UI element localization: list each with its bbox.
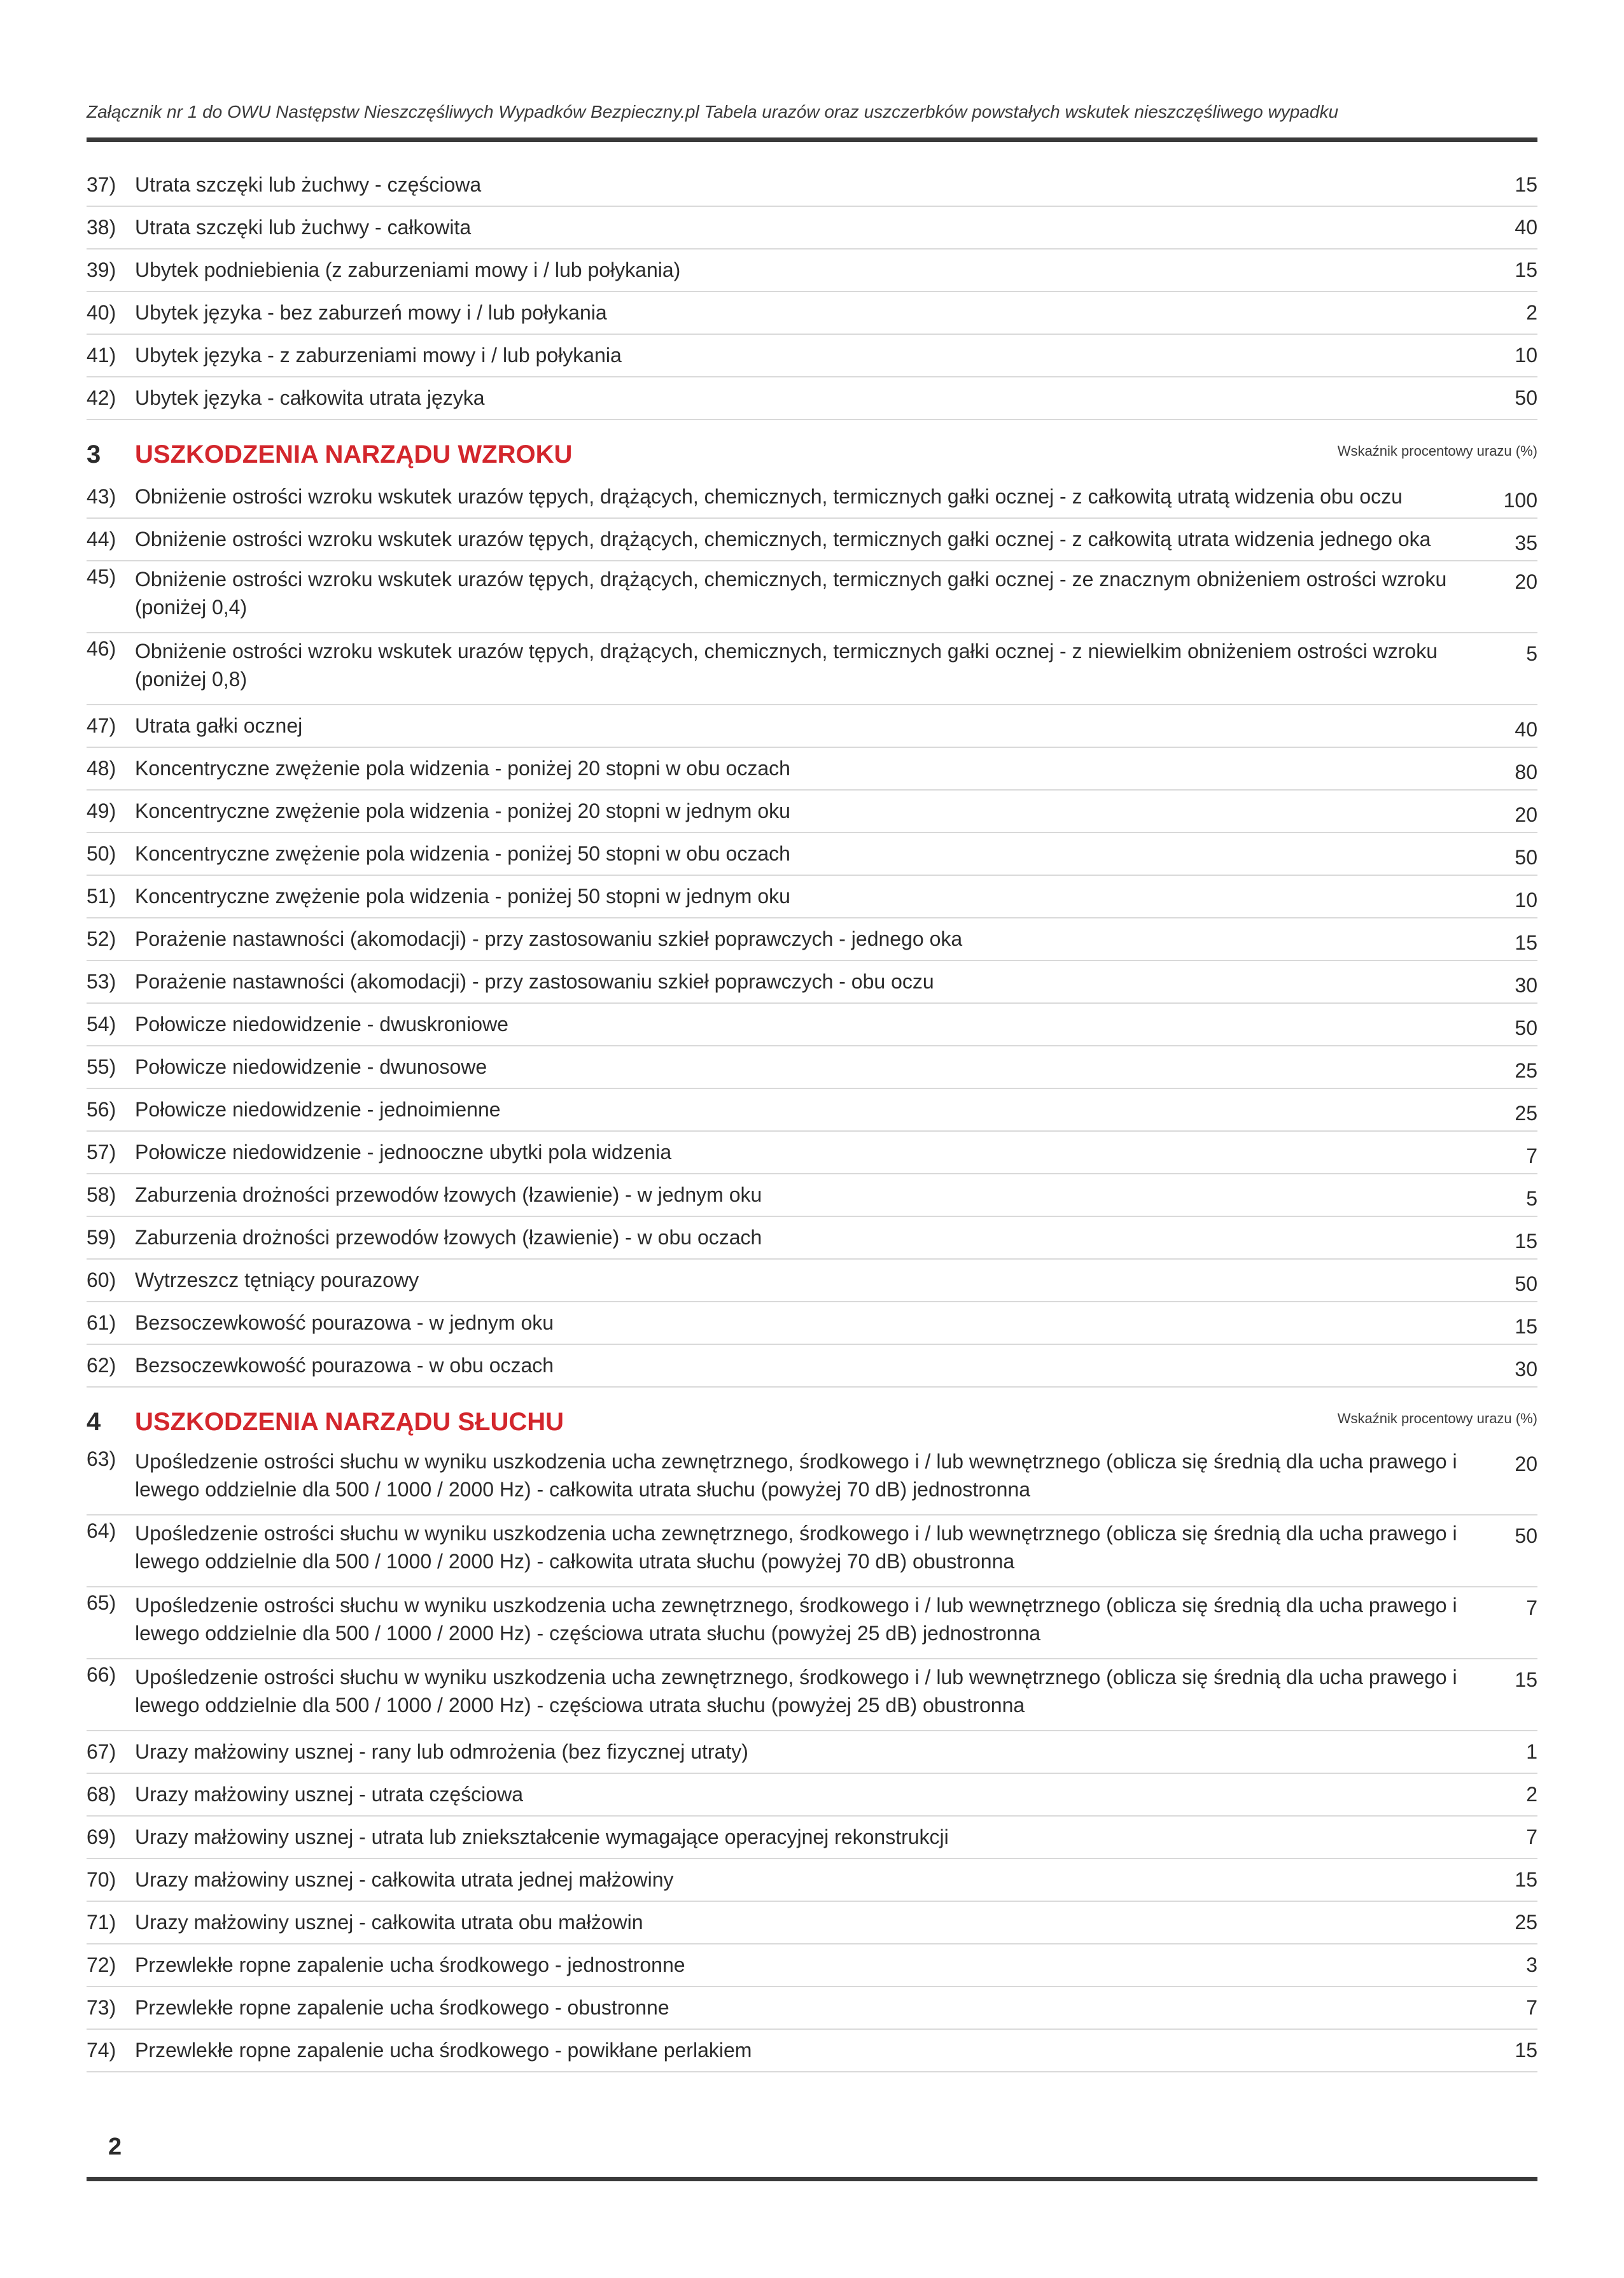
table-row	[87, 1174, 1537, 1217]
row-percentage: 1	[1526, 1740, 1537, 1763]
row-description: Wytrzeszcz tętniący pourazowy	[135, 1269, 419, 1291]
table-row	[87, 1515, 1537, 1587]
row-percentage: 20	[1515, 1452, 1537, 1475]
row-description: Urazy małżowiny usznej - rany lub odmrożenia (bez fizycznej utraty)	[135, 1740, 748, 1763]
row-number: 37)	[87, 173, 116, 196]
page-number: 2	[108, 2134, 122, 2160]
row-number: 43)	[87, 485, 116, 508]
row-number: 70)	[87, 1868, 116, 1891]
row-percentage: 7	[1526, 1596, 1537, 1619]
table-row	[87, 1260, 1537, 1302]
row-description: Koncentryczne zwężenie pola widzenia - poniżej 50 stopni w obu oczach	[135, 842, 790, 865]
table-row	[87, 1217, 1537, 1260]
row-description: Połowicze niedowidzenie - dwunosowe	[135, 1055, 487, 1078]
row-number: 73)	[87, 1996, 116, 2019]
row-number: 52)	[87, 927, 116, 950]
row-number: 41)	[87, 344, 116, 367]
row-description: Porażenie nastawności (akomodacji) - przy zastosowaniu szkieł poprawczych - obu oczu	[135, 970, 934, 993]
row-description: Utrata szczęki lub żuchwy - częściowa	[135, 173, 482, 196]
table-row	[87, 1944, 1537, 1987]
header-rule	[87, 137, 1537, 142]
row-number: 56)	[87, 1098, 116, 1121]
section-number: 4	[87, 1408, 101, 1436]
row-description: Połowicze niedowidzenie - jednoimienne	[135, 1098, 501, 1121]
table-row	[87, 791, 1537, 833]
row-description: Urazy małżowiny usznej - utrata częściowa	[135, 1783, 523, 1806]
row-percentage: 100	[1503, 489, 1537, 512]
row-description: Urazy małżowiny usznej - utrata lub zniekształcenie wymagające operacyjnej rekonstrukcji	[135, 1825, 949, 1848]
row-percentage: 30	[1515, 1358, 1537, 1381]
row-number: 58)	[87, 1183, 116, 1206]
row-percentage: 7	[1526, 1996, 1537, 2019]
table-row	[87, 1089, 1537, 1132]
table-row	[87, 2030, 1537, 2072]
section-index-label: Wskaźnik procentowy urazu (%)	[1337, 443, 1537, 459]
row-percentage: 2	[1526, 301, 1537, 324]
row-percentage: 80	[1515, 761, 1537, 784]
row-description: Przewlekłe ropne zapalenie ucha środkowego - obustronne	[135, 1996, 669, 2019]
row-description: Obniżenie ostrości wzroku wskutek urazów tępych, drążących, chemicznych, termicznych gałki ocznej - ze znacznym obniżeniem ostrości wzroku (poniżej 0,4)	[135, 568, 1447, 619]
table-row	[87, 207, 1537, 250]
row-description: Obniżenie ostrości wzroku wskutek urazów tępych, drążących, chemicznych, termicznych gałki ocznej - z niewielkim obniżeniem ostrości wzroku (poniżej 0,8)	[135, 640, 1438, 691]
table-row	[87, 1046, 1537, 1089]
table-row	[87, 377, 1537, 420]
row-percentage: 15	[1515, 1315, 1537, 1338]
table-row	[87, 250, 1537, 292]
footer-rule	[87, 2177, 1537, 2181]
row-number: 39)	[87, 258, 116, 281]
row-percentage: 25	[1515, 1911, 1537, 1934]
table-row	[87, 1774, 1537, 1817]
row-description: Zaburzenia drożności przewodów łzowych (łzawienie) - w obu oczach	[135, 1226, 762, 1249]
table-row	[87, 335, 1537, 377]
row-description: Obniżenie ostrości wzroku wskutek urazów tępych, drążących, chemicznych, termicznych gałki ocznej - z całkowitą utrata widzenia jednego oka	[135, 528, 1431, 551]
row-percentage: 7	[1526, 1144, 1537, 1167]
row-description: Ubytek języka - całkowita utrata języka	[135, 386, 485, 409]
row-percentage: 15	[1515, 258, 1537, 281]
row-number: 69)	[87, 1825, 116, 1848]
row-number: 66)	[87, 1663, 116, 1686]
row-number: 61)	[87, 1311, 116, 1334]
row-percentage: 50	[1515, 1016, 1537, 1039]
table-group-ear	[87, 1444, 1537, 2072]
row-number: 60)	[87, 1269, 116, 1291]
row-percentage: 5	[1526, 1187, 1537, 1210]
row-number: 46)	[87, 637, 116, 660]
row-percentage: 5	[1526, 642, 1537, 665]
row-percentage: 10	[1515, 889, 1537, 911]
section-title: USZKODZENIA NARZĄDU SŁUCHU	[135, 1408, 564, 1436]
row-description: Urazy małżowiny usznej - całkowita utrata jednej małżowiny	[135, 1868, 674, 1891]
table-row	[87, 1345, 1537, 1388]
table-row	[87, 1859, 1537, 1902]
row-number: 63)	[87, 1447, 116, 1470]
table-row	[87, 633, 1537, 705]
table-row	[87, 748, 1537, 791]
row-percentage: 35	[1515, 531, 1537, 554]
row-description: Przewlekłe ropne zapalenie ucha środkowego - powikłane perlakiem	[135, 2039, 752, 2062]
row-percentage: 40	[1515, 216, 1537, 239]
row-number: 42)	[87, 386, 116, 409]
row-description: Ubytek języka - bez zaburzeń mowy i / lub połykania	[135, 301, 607, 324]
row-number: 57)	[87, 1141, 116, 1164]
row-number: 51)	[87, 885, 116, 908]
row-percentage: 20	[1515, 570, 1537, 593]
document-header: Załącznik nr 1 do OWU Następstw Nieszczęśliwych Wypadków Bezpieczny.pl Tabela urazów oraz uszczerbków powstałych wskutek nieszczęśliwego wypadku	[87, 102, 1339, 122]
row-percentage: 2	[1526, 1783, 1537, 1806]
row-percentage: 50	[1515, 1524, 1537, 1547]
table-row	[87, 1659, 1537, 1731]
row-description: Upośledzenie ostrości słuchu w wyniku uszkodzenia ucha zewnętrznego, środkowego i / lub wewnętrznego (oblicza się średnią dla ucha prawego i lewego oddzielnie dla 500 / 1000 / 2000 Hz) - całkowita utrata słuchu (powyżej 70 dB) obustronna	[135, 1522, 1457, 1573]
table-row	[87, 918, 1537, 961]
row-percentage: 7	[1526, 1825, 1537, 1848]
row-percentage: 15	[1515, 1230, 1537, 1253]
table-row	[87, 1132, 1537, 1174]
table-row	[87, 961, 1537, 1004]
row-percentage: 40	[1515, 718, 1537, 741]
row-percentage: 10	[1515, 344, 1537, 367]
row-description: Zaburzenia drożności przewodów łzowych (łzawienie) - w jednym oku	[135, 1183, 762, 1206]
row-description: Bezsoczewkowość pourazowa - w jednym oku	[135, 1311, 554, 1334]
row-description: Upośledzenie ostrości słuchu w wyniku uszkodzenia ucha zewnętrznego, środkowego i / lub wewnętrznego (oblicza się średnią dla ucha prawego i lewego oddzielnie dla 500 / 1000 / 2000 Hz) - całkowita utrata słuchu (powyżej 70 dB) jednostronna	[135, 1450, 1457, 1501]
row-description: Utrata gałki ocznej	[135, 714, 303, 737]
row-percentage: 15	[1515, 1868, 1537, 1891]
row-percentage: 15	[1515, 1668, 1537, 1691]
row-description: Urazy małżowiny usznej - całkowita utrata obu małżowin	[135, 1911, 643, 1934]
section-header-eye	[87, 420, 1537, 476]
row-number: 64)	[87, 1519, 116, 1542]
table-row	[87, 1444, 1537, 1515]
row-number: 50)	[87, 842, 116, 865]
section-number: 3	[87, 440, 101, 468]
row-number: 65)	[87, 1591, 116, 1614]
row-number: 48)	[87, 757, 116, 780]
row-description: Porażenie nastawności (akomodacji) - przy zastosowaniu szkieł poprawczych - jednego oka	[135, 927, 963, 950]
table-row	[87, 1817, 1537, 1859]
row-number: 45)	[87, 565, 116, 588]
table-row	[87, 1987, 1537, 2030]
row-number: 44)	[87, 528, 116, 551]
section-index-label: Wskaźnik procentowy urazu (%)	[1337, 1410, 1537, 1426]
row-percentage: 25	[1515, 1102, 1537, 1125]
row-description: Koncentryczne zwężenie pola widzenia - poniżej 20 stopni w obu oczach	[135, 757, 790, 780]
row-description: Obniżenie ostrości wzroku wskutek urazów tępych, drążących, chemicznych, termicznych gałki ocznej - z całkowitą utratą widzenia obu oczu	[135, 485, 1403, 508]
row-number: 54)	[87, 1013, 116, 1036]
row-percentage: 20	[1515, 803, 1537, 826]
row-number: 38)	[87, 216, 116, 239]
row-description: Połowicze niedowidzenie - jednooczne ubytki pola widzenia	[135, 1141, 672, 1164]
row-description: Połowicze niedowidzenie - dwuskroniowe	[135, 1013, 508, 1036]
row-description: Ubytek podniebienia (z zaburzeniami mowy i / lub połykania)	[135, 258, 681, 281]
row-number: 40)	[87, 301, 116, 324]
row-number: 49)	[87, 799, 116, 822]
row-number: 67)	[87, 1740, 116, 1763]
table-group-eye	[87, 476, 1537, 1388]
row-number: 53)	[87, 970, 116, 993]
table-row	[87, 164, 1537, 207]
table-row	[87, 519, 1537, 561]
row-number: 72)	[87, 1953, 116, 1976]
row-number: 68)	[87, 1783, 116, 1806]
table-row	[87, 1587, 1537, 1659]
table-row	[87, 1731, 1537, 1774]
table-row	[87, 1004, 1537, 1046]
row-description: Ubytek języka - z zaburzeniami mowy i / lub połykania	[135, 344, 622, 367]
table-row	[87, 705, 1537, 748]
row-number: 47)	[87, 714, 116, 737]
row-percentage: 50	[1515, 386, 1537, 409]
row-number: 71)	[87, 1911, 116, 1934]
table-group-oral	[87, 164, 1537, 420]
row-percentage: 50	[1515, 1272, 1537, 1295]
table-row	[87, 561, 1537, 633]
row-description: Koncentryczne zwężenie pola widzenia - poniżej 50 stopni w jednym oku	[135, 885, 790, 908]
section-title: USZKODZENIA NARZĄDU WZROKU	[135, 440, 573, 468]
row-number: 59)	[87, 1226, 116, 1249]
table-row	[87, 876, 1537, 918]
row-number: 55)	[87, 1055, 116, 1078]
injury-table	[87, 164, 1537, 2072]
row-description: Upośledzenie ostrości słuchu w wyniku uszkodzenia ucha zewnętrznego, środkowego i / lub wewnętrznego (oblicza się średnią dla ucha prawego i lewego oddzielnie dla 500 / 1000 / 2000 Hz) - częściowa utrata słuchu (powyżej 25 dB) obustronna	[135, 1666, 1457, 1717]
table-row	[87, 1902, 1537, 1944]
row-description: Upośledzenie ostrości słuchu w wyniku uszkodzenia ucha zewnętrznego, środkowego i / lub wewnętrznego (oblicza się średnią dla ucha prawego i lewego oddzielnie dla 500 / 1000 / 2000 Hz) - częściowa utrata słuchu (powyżej 25 dB) jednostronna	[135, 1594, 1457, 1645]
row-percentage: 3	[1526, 1953, 1537, 1976]
table-row	[87, 476, 1537, 519]
row-description: Bezsoczewkowość pourazowa - w obu oczach	[135, 1354, 554, 1377]
table-row	[87, 833, 1537, 876]
table-row	[87, 1302, 1537, 1345]
row-percentage: 25	[1515, 1059, 1537, 1082]
row-percentage: 30	[1515, 974, 1537, 997]
row-percentage: 15	[1515, 2039, 1537, 2062]
row-percentage: 15	[1515, 173, 1537, 196]
row-description: Koncentryczne zwężenie pola widzenia - poniżej 20 stopni w jednym oku	[135, 799, 790, 822]
row-description: Przewlekłe ropne zapalenie ucha środkowego - jednostronne	[135, 1953, 685, 1976]
section-header-ear	[87, 1388, 1537, 1444]
row-number: 74)	[87, 2039, 116, 2062]
table-row	[87, 292, 1537, 335]
row-description: Utrata szczęki lub żuchwy - całkowita	[135, 216, 472, 239]
row-number: 62)	[87, 1354, 116, 1377]
row-percentage: 15	[1515, 931, 1537, 954]
row-percentage: 50	[1515, 846, 1537, 869]
